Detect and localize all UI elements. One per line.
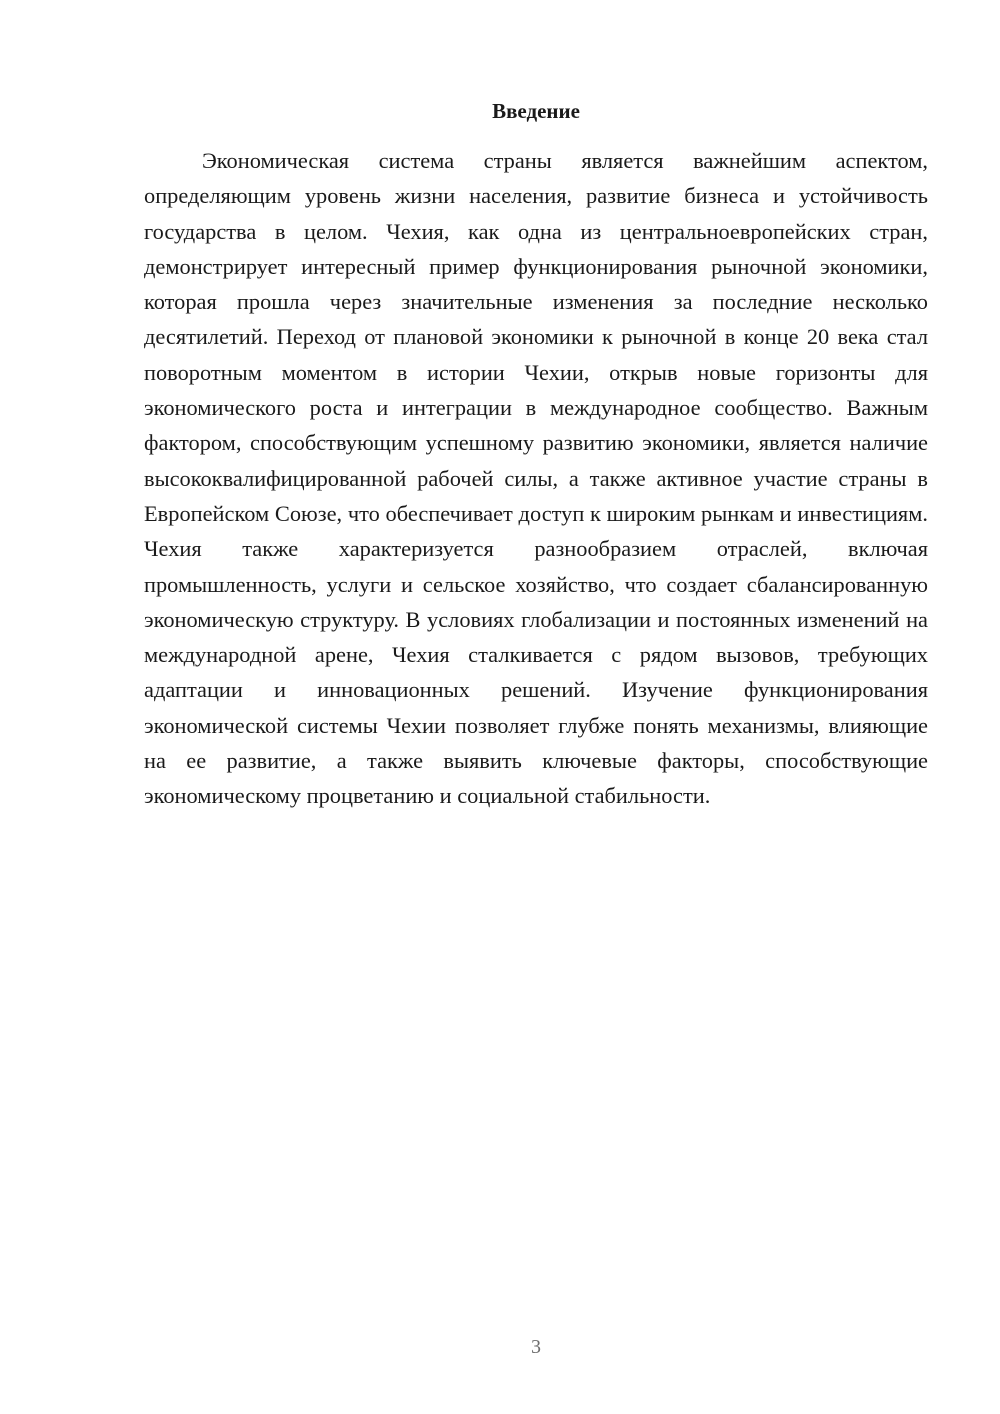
introduction-paragraph: Экономическая система страны является важнейшим аспектом, определяющим уровень жизни населения, развитие бизнеса и устойчивость государства в целом. Чехия, как одна из центральноевропейских стран, демонстрирует интересный пример функционирования рыночной экономики, которая прошла через значительные изменения за последние несколько десятилетий. Переход от плановой экономики к рыночной в конце 20 века стал поворотным моментом в истории Чехии, открыв новые горизонты для экономического роста и интеграции в международное сообщество. Важным фактором, способствующим успешному развитию экономики, является наличие высококвалифицированной рабочей силы, а также активное участие страны в Европейском Союзе, что обеспечивает доступ к широким рынкам и инвестициям. Чехия также характеризуется разнообразием отраслей, включая промышленность, услуги и сельское хозяйство, что создает сбалансированную экономическую структуру. В условиях глобализации и постоянных изменений на международной арене, Чехия сталкивается с рядом вызовов, требующих адаптации и инновационных решений. Изучение функционирования экономической системы Чехии позволяет глубже понять механизмы, влияющие на ее развитие, а также выявить ключевые факторы, способствующие экономическому процветанию и социальной стабильности. (144, 148, 928, 809)
section-heading: Введение (492, 99, 580, 123)
page-number: 3 (531, 1336, 541, 1358)
